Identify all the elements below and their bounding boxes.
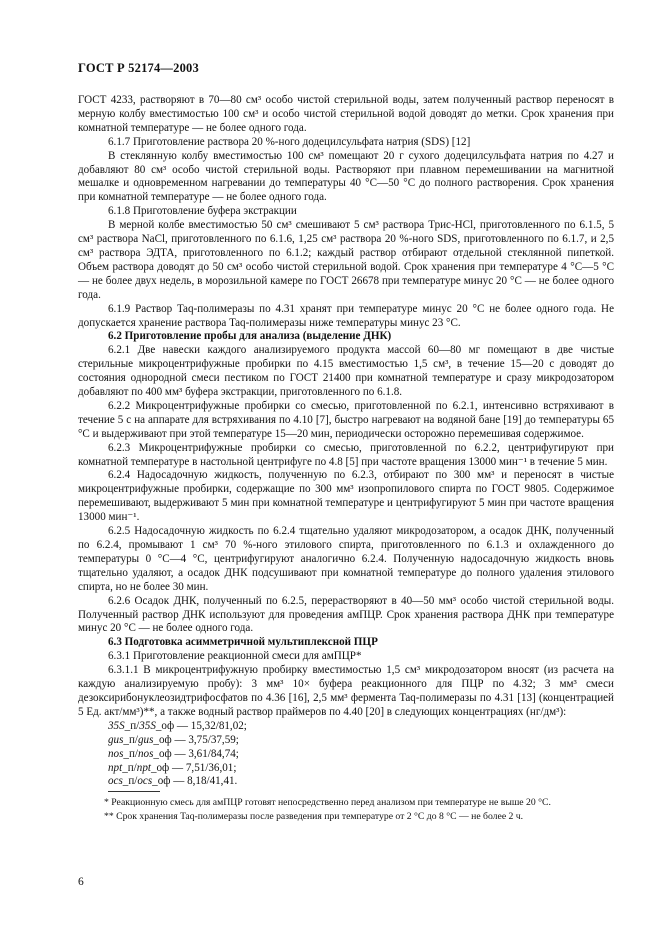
- section-heading-6-2: 6.2 Приготовление пробы для анализа (выделение ДНК): [108, 330, 392, 343]
- section-title-6-1-7: 6.1.7 Приготовление раствора 20 %-ного додецилсульфата натрия (SDS) [12]: [108, 135, 471, 148]
- footnote: * Реакционную смесь для амПЦР готовят непосредственно перед анализом при температуре не выше 20 °С.: [104, 797, 551, 808]
- primer-concentration-item: 35S_п/35S_оф — 15,32/81,02;: [108, 719, 247, 732]
- paragraph: ГОСТ 4233, растворяют в 70—80 см³ особо чистой стерильной воды, затем полученный раствор переносят в мерную колбу вместимостью 100 см³ и особо чистой стерильной водой доводят до метки. Срок хранения при комнатной температуре — не более одного года.: [78, 94, 614, 134]
- paragraph: 6.2.1 Две навески каждого анализируемого продукта массой 60—80 мг помещают в две чистые стерильные микроцентрифужные пробирки по 4.15 вместимостью 1,5 см³, в течение 15—20 с доводят до состояния однородной смеси пестиком по ГОСТ 21400 при комнатной температуре и сразу микродозатором добавляют по 400 мм³ буфера экстракции, приготовленного по 6.1.8.: [78, 344, 614, 399]
- paragraph: В мерной колбе вместимостью 50 см³ смешивают 5 см³ раствора Трис-HCl, приготовленного по 6.1.5, 5 см³ раствора NaCl, приготовленного по 6.1.6, 1,25 см³ раствора 20 %-ного SDS, приготовленного по 6.1.7, и 2,5 см³ раствора ЭДТА, приготовленного по 6.1.2; каждый раствор отбирают отдельной стеклянной пипеткой. Объем раствора доводят до 50 см³ особо чистой стерильной водой. Срок хранения при температуре 4 °С—5 °С — не более двух недель, в морозильной камере по ГОСТ 26678 при температуре минус 20 °С — не более одного года.: [78, 219, 614, 301]
- footnote-divider: [108, 791, 160, 792]
- paragraph: 6.2.4 Надосадочную жидкость, полученную по 6.2.3, отбирают по 300 мм³ и переносят в чистые микроцентрифужные пробирки, содержащие по 300 мм³ изопропилового спирта по ГОСТ 9805. Содержимое перемешивают, выдерживают 5 мин при комнатной температуре и центрифугируют 5 мин при частоте вращения 13000 мин⁻¹.: [78, 469, 614, 524]
- primer-concentration-item: gus_п/gus_оф — 3,75/37,59;: [108, 733, 239, 746]
- primer-concentration-item: npt_п/npt_оф — 7,51/36,01;: [108, 761, 237, 774]
- primer-concentration-item: ocs_п/ocs_оф — 8,18/41,41.: [108, 775, 238, 788]
- document-body: [78, 94, 614, 789]
- paragraph: 6.1.9 Раствор Taq-полимеразы по 4.31 хранят при температуре минус 20 °С не более одного года. Не допускается хранение раствора Taq-полимеразы ниже температуры минус 23 °С.: [78, 302, 614, 329]
- paragraph: 6.2.6 Осадок ДНК, полученный по 6.2.5, перерастворяют в 40—50 мм³ особо чистой стерильной воды. Полученный раствор ДНК используют для проведения амПЦР. Срок хранения раствора ДНК при температуре минус 20 °С — не более одного года.: [78, 594, 614, 635]
- section-title-6-1-8: 6.1.8 Приготовление буфера экстракции: [108, 205, 297, 218]
- paragraph: 6.2.2 Микроцентрифужные пробирки со смесью, приготовленной по 6.2.1, интенсивно встряхивают в течение 5 с на аппарате для встряхивания по 4.10 [7], быстро нагревают на водяной бане [19] до температуры 65 °С и выдерживают при этой температуре 15—20 мин, периодически осторожно перемешивая содержимое.: [78, 399, 614, 440]
- section-heading-6-3: 6.3 Подготовка асимметричной мультиплексной ПЦР: [108, 636, 378, 649]
- footnotes: [78, 797, 614, 824]
- paragraph: 6.3.1.1 В микроцентрифужную пробирку вместимостью 1,5 см³ микродозатором вносят (из расчета на каждую анализируемую пробу): 3 мм³ 10× буфера реакционного для ПЦР по 4.32; 3 мм³ смеси дезоксирибонуклеозидтрифосфатов по 4.36 [16], 2,5 мм³ фермента Taq-полимеразы по 4.31 [13] (концентрацией 5 Ед. акт/мм³)**, а также водный раствор праймеров по 4.40 [20] в следующих концентрациях (нг/дм³):: [78, 664, 614, 718]
- paragraph: В стеклянную колбу вместимостью 100 см³ помещают 20 г сухого додецилсульфата натрия по 4.27 и добавляют 80 см³ особо чистой стерильной воды. Растворяют при плавном перемешивании на магнитной мешалке и одновременном нагревании до температуры 40 °С—50 °С до полного растворения. Срок хранения при комнатной температуре — не более одного года.: [78, 149, 614, 204]
- page-header: ГОСТ Р 52174—2003: [78, 61, 199, 75]
- primer-concentration-item: nos_п/nos_оф — 3,61/84,74;: [108, 747, 239, 760]
- footnote: ** Срок хранения Taq-полимеразы после разведения при температуре от 2 °С до 8 °С — не более 2 ч.: [104, 810, 524, 822]
- section-title-6-3-1: 6.3.1 Приготовление реакционной смеси для амПЦР*: [108, 650, 362, 663]
- paragraph: 6.2.5 Надосадочную жидкость по 6.2.4 тщательно удаляют микродозатором, а осадок ДНК, полученный по 6.2.4, промывают 1 см³ 70 %-ного этилового спирта, приготовленного по 6.1.3 и охлажденного до температуры 0 °С—4 °С, центрифугируют аналогично 6.2.4. Полученную надосадочную жидкость вновь тщательно удаляют, а осадок ДНК подсушивают при комнатной температуре до полного удаления этилового спирта, но не более 30 мин.: [78, 525, 614, 593]
- page-number: 6: [78, 876, 84, 888]
- paragraph: 6.2.3 Микроцентрифужные пробирки со смесью, приготовленной по 6.2.2, центрифугируют при комнатной температуре в настольной центрифуге по 4.8 [5] при частоте вращения 13000 мин⁻¹ в течение 5 мин.: [78, 441, 614, 468]
